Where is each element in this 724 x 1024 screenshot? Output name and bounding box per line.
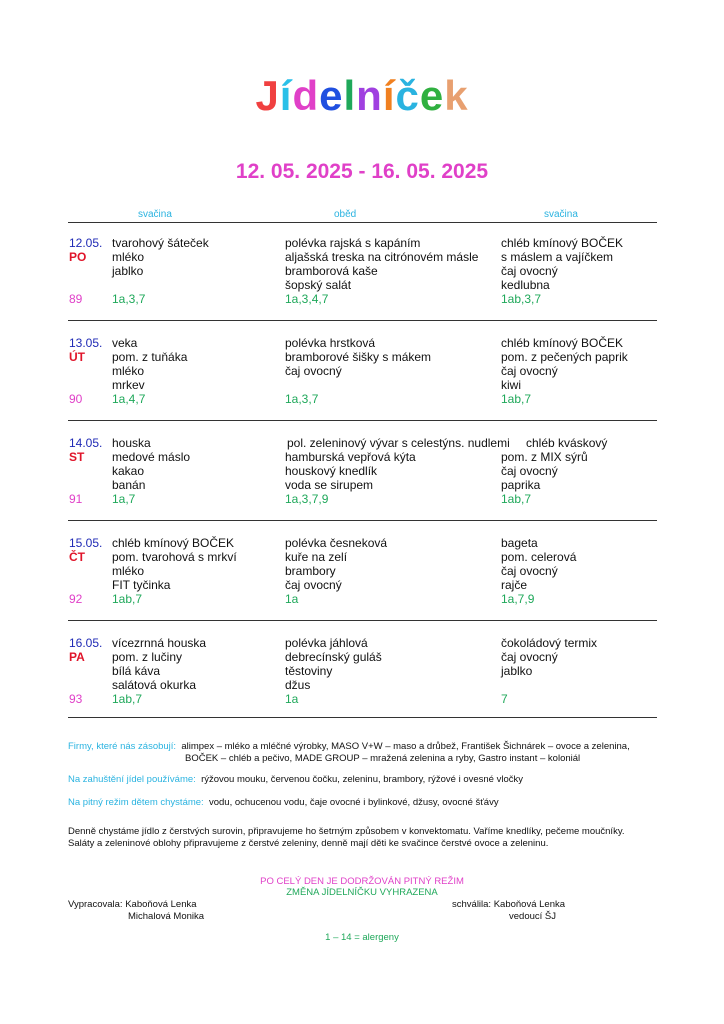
- menu-item: aljašská treska na citrónovém másle: [285, 250, 479, 264]
- column-header-morning-snack: svačina: [138, 209, 172, 220]
- title-letter: k: [444, 72, 469, 119]
- menu-number: 91: [69, 492, 83, 506]
- title-letter: č: [395, 72, 420, 119]
- change-notice: ZMĚNA JÍDELNÍČKU VYHRAZENA: [286, 887, 438, 898]
- day-code: ČT: [69, 550, 85, 564]
- menu-item: chléb kmínový BOČEK: [501, 236, 624, 250]
- menu-item: FIT tyčinka: [112, 578, 171, 592]
- day-code: PA: [69, 650, 85, 664]
- menu-item: pom. celerová: [501, 550, 577, 564]
- suppliers-label: Firmy, které nás zásobují:: [68, 741, 177, 752]
- lunch-column: [285, 336, 500, 406]
- allergens: 1a: [285, 592, 299, 606]
- menu-item: mléko: [112, 564, 145, 578]
- menu-item: houska: [112, 436, 151, 450]
- menu-item: čaj ovocný: [501, 564, 558, 578]
- menu-item: hamburská vepřová kýta: [285, 450, 416, 464]
- prepared-by: [68, 899, 318, 923]
- menu-item: voda se sirupem: [285, 478, 374, 492]
- menu-item: čaj ovocný: [501, 464, 558, 478]
- menu-item: debrecínský guláš: [285, 650, 382, 664]
- menu-item: chléb kváskový: [526, 436, 608, 450]
- allergens: 1a,7: [112, 492, 136, 506]
- allergens: 1a,3,4,7: [285, 292, 329, 306]
- allergens: 1a,3,7: [285, 392, 319, 406]
- daily-note: [68, 826, 688, 850]
- allergens: 1ab,7: [112, 592, 143, 606]
- allergens: 1a,7,9: [501, 592, 535, 606]
- prepared-by-second: Michalová Monika: [128, 911, 205, 922]
- menu-item: čaj ovocný: [501, 650, 558, 664]
- title-letter: l: [343, 72, 357, 119]
- thickening-label: Na zahuštění jídel používáme:: [68, 774, 196, 785]
- menu-number: 93: [69, 692, 83, 706]
- menu-number: 90: [69, 392, 83, 406]
- approved-by-label: schválila: Kaboňová Lenka: [452, 899, 566, 910]
- day-label-column: [69, 536, 109, 606]
- afternoon-snack-column: [501, 336, 661, 406]
- menu-item: jablko: [501, 664, 533, 678]
- menu-item: těstoviny: [285, 664, 333, 678]
- menu-item: pom. z MIX sýrů: [501, 450, 588, 464]
- day-date: 16.05.: [69, 636, 103, 650]
- day-label-column: [69, 636, 109, 706]
- menu-number: 92: [69, 592, 83, 606]
- lunch-column: [285, 636, 500, 706]
- day-code: ST: [69, 450, 85, 464]
- divider: [68, 320, 657, 321]
- morning-snack-column: [112, 536, 282, 606]
- divider: [68, 420, 657, 421]
- title-letter: J: [255, 72, 280, 119]
- menu-item: čokoládový termix: [501, 636, 598, 650]
- menu-item: kakao: [112, 464, 145, 478]
- menu-item: mléko: [112, 364, 145, 378]
- allergens: 1a: [285, 692, 299, 706]
- approved-by-role: vedoucí ŠJ: [509, 911, 556, 922]
- menu-item: džus: [285, 678, 311, 692]
- thickening-text: rýžovou mouku, červenou čočku, zeleninu, brambory, rýžové i ovesné vločky: [201, 774, 523, 785]
- divider: [68, 717, 657, 718]
- menu-item: chléb kmínový BOČEK: [501, 336, 624, 350]
- day-date: 13.05.: [69, 336, 103, 350]
- menu-item: polévka hrstková: [285, 336, 376, 350]
- menu-item: kuře na zelí: [285, 550, 348, 564]
- allergens: 1a,3,7,9: [285, 492, 329, 506]
- suppliers-text: alimpex – mléko a mléčné výrobky, MASO V+W – maso a drůbež, František Šichnárek – ovoce a zelenina,: [181, 741, 630, 752]
- suppliers-text-2: BOČEK – chléb a pečivo, MADE GROUP – mražená zelenina a ryby, Gastro instant – koloniál: [185, 753, 581, 764]
- allergens-note: 1 – 14 = alergeny: [325, 932, 399, 943]
- afternoon-snack-column: [501, 236, 661, 306]
- title-letter: d: [292, 72, 320, 119]
- daily-note-line-2: Saláty a zeleninové oblohy připravujeme z čerstvé zeleniny, denně mají děti ke svačince čerstvé ovoce a zeleninu.: [68, 838, 549, 849]
- menu-item: paprika: [501, 478, 541, 492]
- divider: [68, 222, 657, 223]
- afternoon-snack-column: [501, 436, 686, 506]
- menu-item: pom. z lučiny: [112, 650, 183, 664]
- afternoon-snack-column: [501, 636, 661, 706]
- menu-item: bramborová kaše: [285, 264, 378, 278]
- menu-item: čaj ovocný: [501, 364, 558, 378]
- menu-item: pom. tvarohová s mrkví: [112, 550, 237, 564]
- morning-snack-column: [112, 236, 282, 306]
- approved-by: [452, 899, 622, 923]
- menu-item: banán: [112, 478, 146, 492]
- title-letter: í: [382, 72, 396, 119]
- thickening-note: [68, 774, 668, 786]
- day-label-column: [69, 436, 109, 506]
- menu-item: čaj ovocný: [285, 364, 342, 378]
- divider: [68, 520, 657, 521]
- column-header-lunch: oběd: [334, 209, 357, 220]
- menu-item: pol. zeleninový vývar s celestýns. nudlemi: [287, 436, 510, 450]
- menu-item: rajče: [501, 578, 528, 592]
- day-code: PO: [69, 250, 87, 264]
- allergens: 7: [501, 692, 508, 706]
- allergens: 1ab,7: [112, 692, 143, 706]
- menu-number: 89: [69, 292, 83, 306]
- drinking-text: vodu, ochucenou vodu, čaje ovocné i bylinkové, džusy, ovocné šťávy: [208, 797, 499, 808]
- allergens: 1ab,7: [501, 392, 532, 406]
- menu-item: šopský salát: [285, 278, 352, 292]
- menu-item: s máslem a vajíčkem: [501, 250, 614, 264]
- menu-item: kedlubna: [501, 278, 550, 292]
- title-letter: í: [279, 72, 293, 119]
- menu-item: bramborové šišky s mákem: [285, 350, 432, 364]
- menu-item: medové máslo: [112, 450, 191, 464]
- menu-item: pom. z tuňáka: [112, 350, 188, 364]
- title-letter: e: [319, 72, 344, 119]
- allergens: 1ab,7: [501, 492, 532, 506]
- allergens: 1a,3,7: [112, 292, 146, 306]
- day-label-column: [69, 336, 109, 406]
- menu-item: pom. z pečených paprik: [501, 350, 628, 364]
- drinking-note: [68, 797, 668, 809]
- menu-item: veka: [112, 336, 138, 350]
- morning-snack-column: [112, 436, 282, 506]
- day-date: 15.05.: [69, 536, 103, 550]
- menu-item: tvarohový šáteček: [112, 236, 209, 250]
- menu-item: salátová okurka: [112, 678, 197, 692]
- menu-item: bílá káva: [112, 664, 161, 678]
- divider: [68, 620, 657, 621]
- menu-item: bageta: [501, 536, 538, 550]
- menu-item: brambory: [285, 564, 336, 578]
- menu-item: jablko: [112, 264, 144, 278]
- menu-item: chléb kmínový BOČEK: [112, 536, 235, 550]
- lunch-column: [285, 236, 500, 306]
- day-date: 12.05.: [69, 236, 103, 250]
- allergens: 1ab,3,7: [501, 292, 542, 306]
- menu-item: polévka rajská s kapáním: [285, 236, 421, 250]
- morning-snack-column: [112, 336, 282, 406]
- morning-snack-column: [112, 636, 282, 706]
- menu-item: kiwi: [501, 378, 521, 392]
- date-range: 12. 05. 2025 - 16. 05. 2025: [235, 160, 489, 183]
- menu-item: houskový knedlík: [285, 464, 378, 478]
- drinking-regime-notice: PO CELÝ DEN JE DODRŽOVÁN PITNÝ REŽIM: [260, 876, 464, 887]
- afternoon-snack-column: [501, 536, 661, 606]
- drinking-label: Na pitný režim dětem chystáme:: [68, 797, 204, 808]
- menu-item: mrkev: [112, 378, 145, 392]
- day-label-column: [69, 236, 109, 306]
- allergens: 1a,4,7: [112, 392, 146, 406]
- day-date: 14.05.: [69, 436, 103, 450]
- menu-item: vícezrnná houska: [112, 636, 207, 650]
- menu-item: polévka jáhlová: [285, 636, 368, 650]
- day-code: ÚT: [69, 350, 85, 364]
- lunch-column: [285, 436, 510, 506]
- menu-item: polévka česneková: [285, 536, 388, 550]
- menu-item: čaj ovocný: [501, 264, 558, 278]
- prepared-by-label: Vypracovala: Kaboňová Lenka: [68, 899, 197, 910]
- suppliers-note: [68, 741, 668, 765]
- column-header-afternoon-snack: svačina: [544, 209, 578, 220]
- title-letter: n: [356, 72, 383, 119]
- menu-item: čaj ovocný: [285, 578, 342, 592]
- title-letter: e: [419, 72, 445, 119]
- lunch-column: [285, 536, 500, 606]
- daily-note-line-1: Denně chystáme jídlo z čerstvých surovin, připravujeme ho šetrným způsobem v konvektomatu. Vaříme knedlíky, pečeme moučníky.: [68, 826, 625, 837]
- page-title: [0, 72, 724, 120]
- menu-item: mléko: [112, 250, 145, 264]
